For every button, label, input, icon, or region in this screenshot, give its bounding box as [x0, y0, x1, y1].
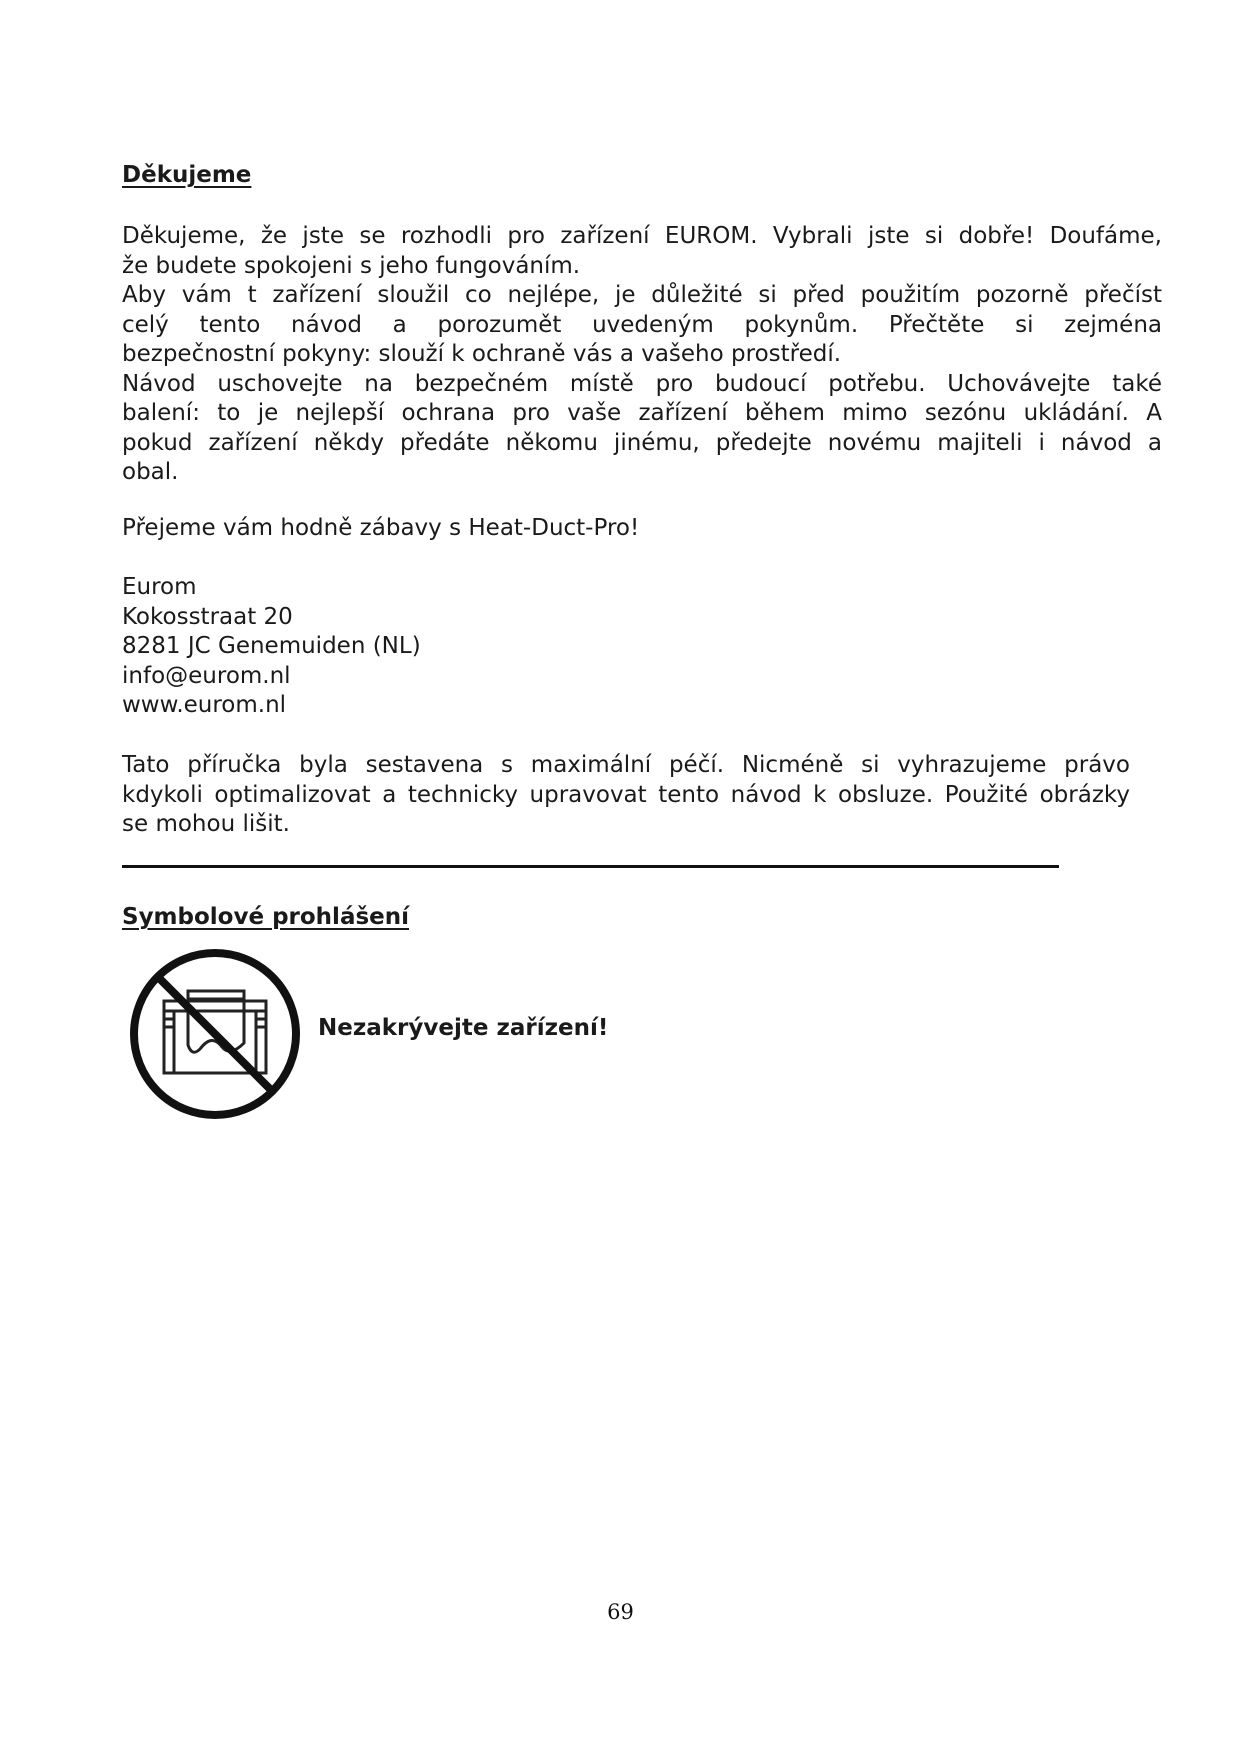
thanks-heading: Děkujeme	[122, 162, 252, 188]
disclaimer-line: se mohou lišit.	[122, 811, 290, 837]
symbols-heading: Symbolové prohlášení	[122, 904, 410, 930]
company-address	[122, 573, 421, 721]
intro-line: balení: to je nejlepší ochrana pro vaše zařízení během mimo sezónu ukládání. A	[122, 400, 1162, 426]
wish-text: Přejeme vám hodně zábavy s Heat-Duct-Pro!	[122, 515, 640, 541]
company-city: 8281 JC Genemuiden (NL)	[122, 633, 421, 659]
page-number: 69	[607, 1600, 634, 1624]
symbol-item	[122, 945, 1062, 1135]
section-divider	[122, 865, 1059, 868]
company-street: Kokosstraat 20	[122, 603, 293, 630]
disclaimer-paragraph	[122, 751, 1130, 840]
intro-line: Návod uschovejte na bezpečném místě pro budoucí potřebu. Uchovávejte také	[122, 370, 1162, 397]
do-not-cover-icon	[126, 945, 304, 1123]
symbol-label: Nezakrývejte zařízení!	[318, 1015, 609, 1041]
intro-line: celý tento návod a porozumět uvedeným pokynům. Přečtěte si zejména	[122, 311, 1162, 338]
disclaimer-line: kdykoli optimalizovat a technicky upravovat tento návod k obsluze. Použité obrázky	[122, 781, 1130, 808]
intro-line: pokud zařízení někdy předáte někomu jinému, předejte novému majiteli i návod a	[122, 429, 1162, 456]
disclaimer-line: Tato příručka byla sestavena s maximální péčí. Nicméně si vyhrazujeme právo	[122, 752, 1130, 778]
thanks-intro-paragraph	[122, 222, 1162, 488]
company-name: Eurom	[122, 574, 197, 600]
intro-line: Aby vám t zařízení sloužil co nejlépe, je důležité si před použitím pozorně přečíst	[122, 282, 1162, 308]
intro-line: obal.	[122, 459, 179, 485]
intro-line: že budete spokojeni s jeho fungováním.	[122, 252, 581, 279]
intro-line: bezpečnostní pokyny: slouží k ochraně vás a vašeho prostředí.	[122, 341, 842, 367]
company-website: www.eurom.nl	[122, 692, 287, 718]
intro-line: Děkujeme, že jste se rozhodli pro zařízení EUROM. Vybrali jste si dobře! Doufáme,	[122, 223, 1162, 249]
company-email: info@eurom.nl	[122, 662, 291, 689]
